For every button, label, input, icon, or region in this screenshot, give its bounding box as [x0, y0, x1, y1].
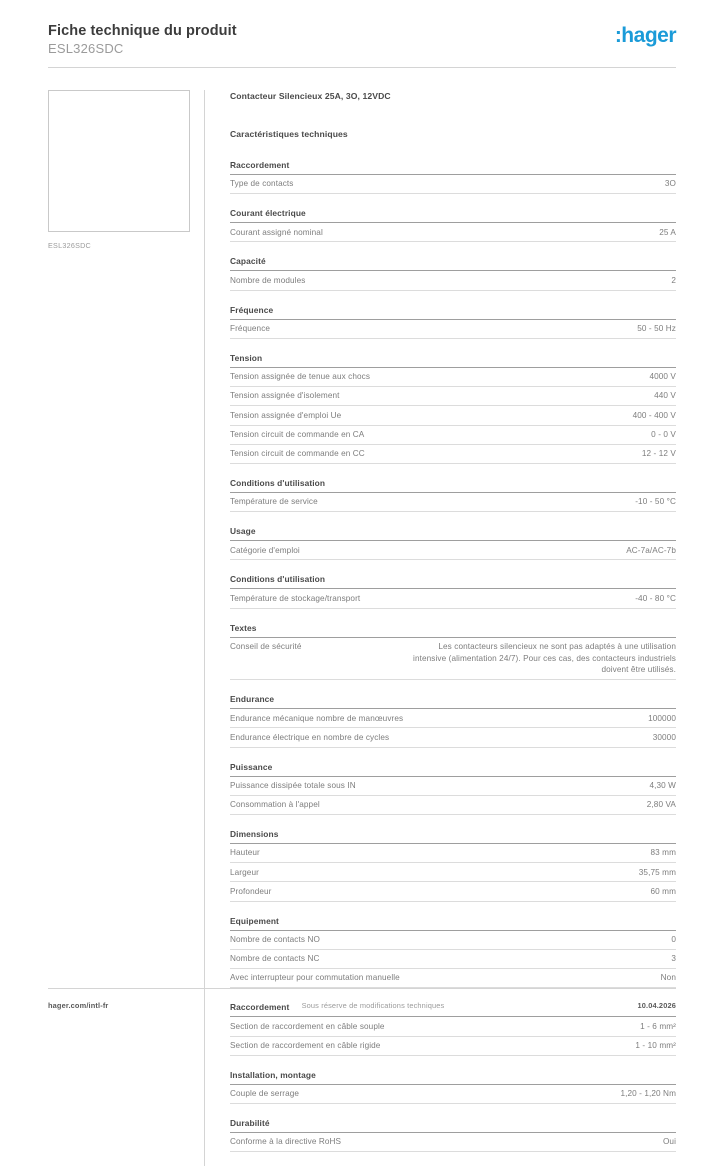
spec-value: 440 V — [654, 391, 676, 401]
spec-group-title: Durabilité — [230, 1118, 676, 1133]
spec-label: Catégorie d'emploi — [230, 545, 300, 555]
spec-row — [230, 844, 676, 863]
spec-group — [230, 305, 676, 339]
spec-row — [230, 931, 676, 950]
spec-label: Tension circuit de commande en CA — [230, 429, 365, 439]
spec-group — [230, 829, 676, 902]
spec-value: 100000 — [648, 713, 676, 723]
spec-value: 1,20 - 1,20 Nm — [620, 1089, 676, 1099]
spec-label: Tension assignée de tenue aux chocs — [230, 372, 371, 382]
spec-group — [230, 208, 676, 242]
spec-group-title: Dimensions — [230, 829, 676, 844]
spec-label: Nombre de contacts NO — [230, 935, 320, 945]
footer-website-link[interactable]: hager.com/intl-fr — [48, 1001, 109, 1010]
product-image-caption: ESL326SDC — [48, 241, 92, 250]
spec-group-title: Textes — [230, 623, 676, 638]
product-name: Contacteur Silencieux 25A, 3O, 12VDC — [230, 91, 391, 101]
spec-row — [230, 406, 676, 425]
spec-label: Endurance mécanique nombre de manœuvres — [230, 713, 404, 723]
spec-group — [230, 694, 676, 747]
spec-row — [230, 1085, 676, 1104]
spec-value: 0 - 0 V — [651, 429, 676, 439]
spec-value: 3 — [671, 954, 676, 964]
footer-disclaimer: Sous réserve de modifications techniques — [301, 1001, 445, 1010]
product-photo-placeholder — [48, 90, 190, 232]
spec-value: 25 A — [659, 227, 676, 237]
spec-group — [230, 353, 676, 464]
spec-row — [230, 368, 676, 387]
spec-label: Hauteur — [230, 848, 260, 858]
spec-label: Conforme à la directive RoHS — [230, 1137, 342, 1147]
spec-value: -10 - 50 °C — [635, 497, 676, 507]
spec-row — [230, 638, 676, 681]
spec-group — [230, 256, 676, 290]
spec-value: AC-7a/AC-7b — [626, 545, 676, 555]
spec-group-title: Capacité — [230, 256, 676, 271]
header-divider — [48, 67, 676, 68]
spec-value: 1 - 6 mm² — [640, 1021, 676, 1031]
page-footer — [48, 988, 676, 1010]
spec-group — [230, 1118, 676, 1152]
spec-value: 0 — [671, 935, 676, 945]
spec-value: 2,80 VA — [646, 800, 676, 810]
spec-row — [230, 1037, 676, 1056]
spec-row — [230, 426, 676, 445]
spec-value: 12 - 12 V — [641, 449, 676, 459]
spec-row — [230, 777, 676, 796]
spec-label: Tension circuit de commande en CC — [230, 449, 365, 459]
spec-label: Section de raccordement en câble souple — [230, 1021, 385, 1031]
spec-group-title: Courant électrique — [230, 208, 676, 223]
spec-row — [230, 445, 676, 464]
spec-label: Profondeur — [230, 886, 272, 896]
spec-value: 50 - 50 Hz — [637, 324, 676, 334]
spec-value: 4,30 W — [649, 780, 676, 790]
spec-row — [230, 387, 676, 406]
specifications-heading: Caractéristiques techniques — [230, 129, 348, 139]
spec-row — [230, 493, 676, 512]
spec-group-title: Installation, montage — [230, 1070, 676, 1085]
spec-value: 2 — [671, 275, 676, 285]
spec-group-title: Conditions d'utilisation — [230, 574, 676, 589]
spec-row — [230, 175, 676, 194]
spec-label: Conseil de sécurité — [230, 642, 302, 652]
spec-group-title: Conditions d'utilisation — [230, 478, 676, 493]
spec-label: Tension assignée d'emploi Ue — [230, 410, 342, 420]
page-title: Fiche technique du produit — [48, 23, 237, 39]
spec-label: Nombre de contacts NC — [230, 954, 320, 964]
page-header — [48, 0, 676, 57]
spec-label: Température de stockage/transport — [230, 593, 361, 603]
spec-value: 60 mm — [650, 886, 676, 896]
spec-label: Avec interrupteur pour commutation manuelle — [230, 973, 400, 983]
spec-group-title: Raccordement — [230, 1002, 676, 1017]
spec-group — [230, 526, 676, 560]
spec-group — [230, 1070, 676, 1104]
spec-label: Consommation à l'appel — [230, 800, 320, 810]
footer-date: 10.04.2026 — [637, 1001, 676, 1010]
spec-row — [230, 320, 676, 339]
spec-value: 3O — [664, 179, 676, 189]
spec-group-title: Tension — [230, 353, 676, 368]
spec-value: -40 - 80 °C — [635, 593, 676, 603]
spec-row — [230, 969, 676, 988]
spec-group — [230, 160, 676, 194]
spec-group-title: Equipement — [230, 916, 676, 931]
spec-group-title: Usage — [230, 526, 676, 541]
spec-value: Oui — [662, 1137, 676, 1147]
spec-row — [230, 863, 676, 882]
spec-group-title: Endurance — [230, 694, 676, 709]
spec-group-title: Raccordement — [230, 160, 676, 175]
spec-value: Les contacteurs silencieux ne sont pas adaptés à une utilisation intensive (alimentation 24/7). Pour ces cas, des contacteurs industriels doivent être utilisés. — [413, 642, 676, 675]
spec-group — [230, 623, 676, 681]
spec-value: 83 mm — [650, 848, 676, 858]
spec-value: 30000 — [652, 732, 676, 742]
spec-group — [230, 762, 676, 815]
spec-group — [230, 916, 676, 989]
spec-value: 4000 V — [649, 372, 676, 382]
page-subtitle-article-number: ESL326SDC — [48, 41, 124, 57]
spec-row — [230, 728, 676, 747]
spec-label: Puissance dissipée totale sous IN — [230, 780, 356, 790]
spec-group-title: Fréquence — [230, 305, 676, 320]
spec-group-title: Puissance — [230, 762, 676, 777]
spec-label: Fréquence — [230, 324, 271, 334]
spec-label: Couple de serrage — [230, 1089, 300, 1099]
spec-group — [230, 574, 676, 608]
spec-row — [230, 709, 676, 728]
spec-group — [230, 1002, 676, 1055]
spec-label: Nombre de modules — [230, 275, 306, 285]
header-titles — [48, 22, 237, 58]
spec-label: Température de service — [230, 497, 318, 507]
footer-divider — [48, 988, 676, 989]
spec-group — [230, 478, 676, 512]
spec-value: 400 - 400 V — [632, 410, 676, 420]
spec-value: 1 - 10 mm² — [635, 1040, 676, 1050]
spec-row — [230, 1133, 676, 1152]
spec-row — [230, 1017, 676, 1036]
spec-row — [230, 271, 676, 290]
spec-row — [230, 223, 676, 242]
spec-row — [230, 541, 676, 560]
spec-label: Tension assignée d'isolement — [230, 391, 340, 401]
spec-value: Non — [660, 973, 676, 983]
spec-label: Type de contacts — [230, 179, 294, 189]
spec-row — [230, 950, 676, 969]
spec-label: Endurance électrique en nombre de cycles — [230, 732, 390, 742]
hager-logo: :hager — [614, 24, 676, 47]
footer-content — [48, 1001, 676, 1010]
spec-row — [230, 882, 676, 901]
spec-value: 35,75 mm — [638, 867, 676, 877]
spec-row — [230, 589, 676, 608]
spec-label: Courant assigné nominal — [230, 227, 323, 237]
spec-label: Section de raccordement en câble rigide — [230, 1040, 381, 1050]
spec-row — [230, 796, 676, 815]
spec-label: Largeur — [230, 867, 259, 877]
